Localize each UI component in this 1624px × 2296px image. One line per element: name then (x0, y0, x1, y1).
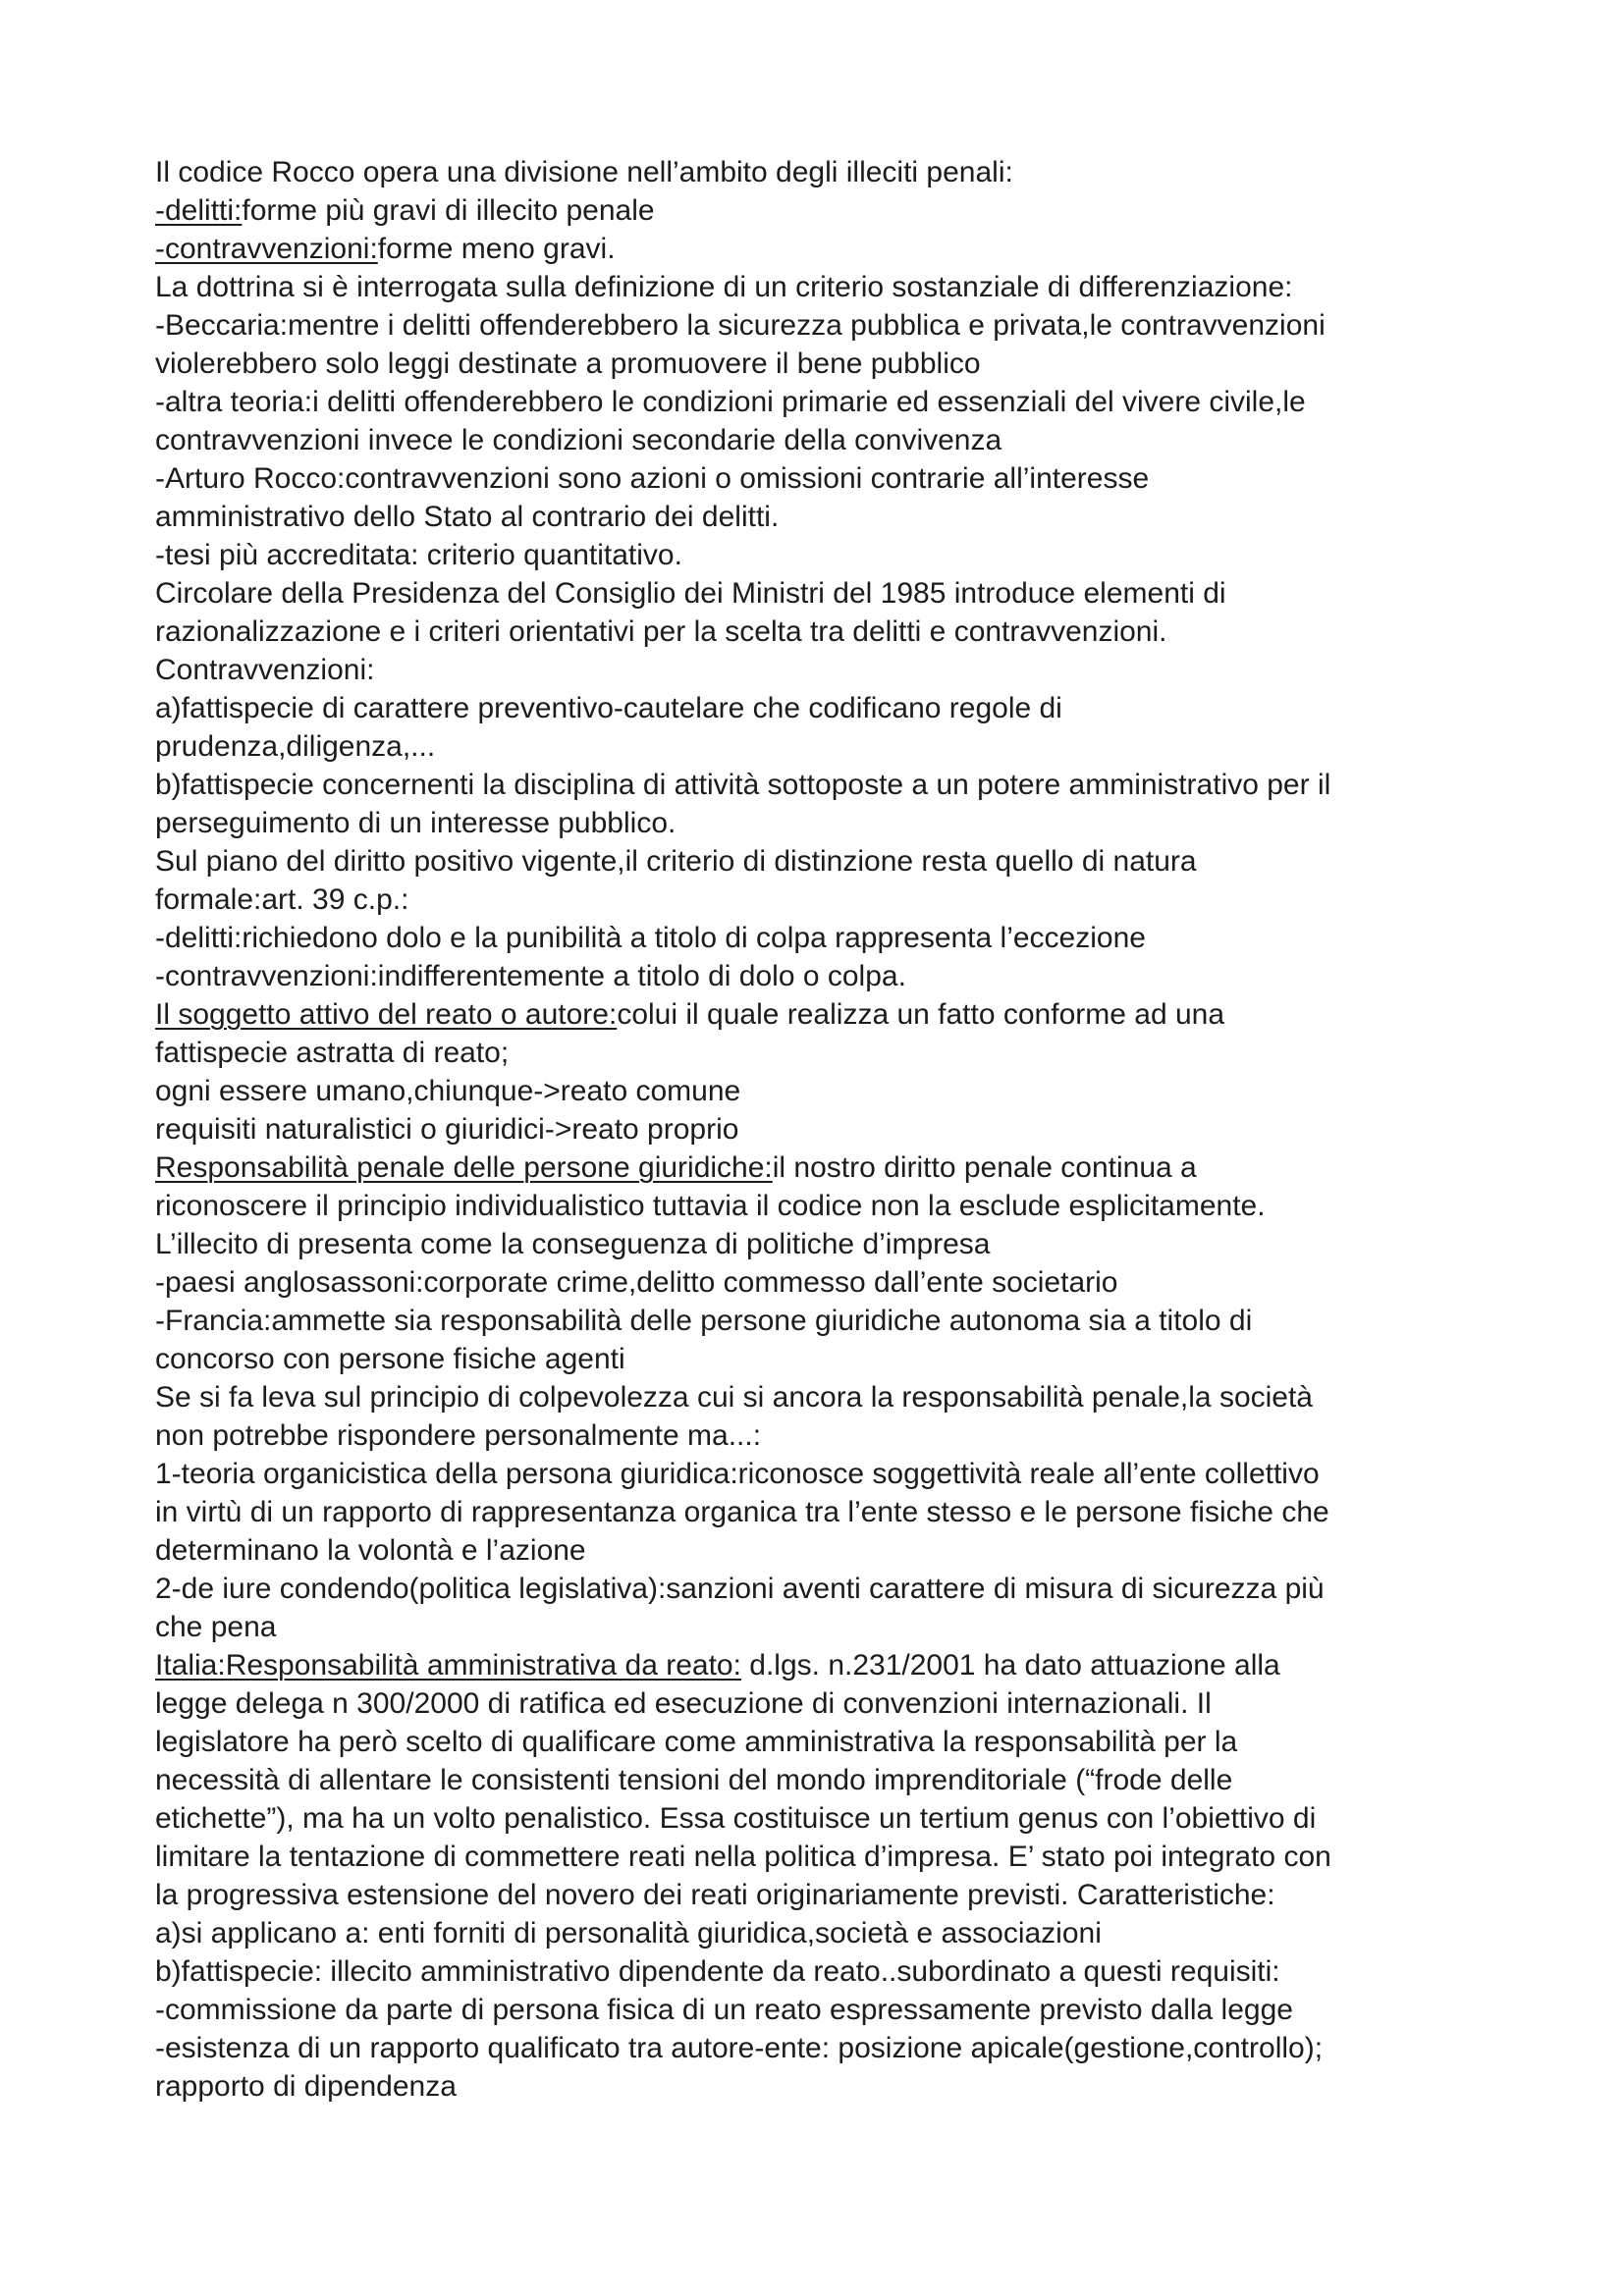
text-line (155, 306, 1490, 345)
underlined-heading: Responsabilità penale delle persone giuridiche: (155, 1151, 773, 1184)
text-line (155, 1187, 1490, 1225)
text-line (155, 1531, 1490, 1570)
text-line (155, 345, 1490, 383)
text-line (155, 766, 1490, 804)
text-line (155, 1378, 1490, 1416)
text-line (155, 1952, 1490, 1991)
text-segment: Sul piano del diritto positivo vigente,il criterio di distinzione resta quello di natura (155, 845, 1197, 878)
text-line (155, 459, 1490, 498)
text-line (155, 1416, 1490, 1455)
underlined-heading: Il soggetto attivo del reato o autore: (155, 998, 618, 1031)
text-line (155, 1340, 1490, 1378)
text-line (155, 919, 1490, 957)
text-segment: forme meno gravi. (377, 233, 616, 265)
text-segment: amministrativo dello Stato al contrario dei delitti. (155, 501, 780, 533)
text-segment: Se si fa leva sul principio di colpevolezza cui si ancora la responsabilità penale,la società (155, 1381, 1313, 1414)
text-line (155, 995, 1490, 1034)
text-segment: necessità di allentare le consistenti tensioni del mondo imprenditoriale (“frode delle (155, 1764, 1233, 1796)
text-segment: b)fattispecie concernenti la disciplina di attività sottoposte a un potere amministrativo per il (155, 769, 1331, 801)
text-segment: concorso con persone fisiche agenti (155, 1343, 625, 1375)
text-line (155, 1455, 1490, 1493)
text-segment: etichette”), ma ha un volto penalistico. Essa costituisce un tertium genus con l’obiettivo di (155, 1802, 1317, 1835)
text-line (155, 1799, 1490, 1838)
text-segment: -Francia:ammette sia responsabilità delle persone giuridiche autonoma sia a titolo di (155, 1305, 1253, 1337)
text-line (155, 2067, 1490, 2106)
text-line (155, 1570, 1490, 1608)
text-segment: rapporto di dipendenza (155, 2070, 457, 2103)
text-line (155, 957, 1490, 995)
text-segment: L’illecito di presenta come la conseguenza di politiche d’impresa (155, 1228, 991, 1260)
text-segment: colui il quale realizza un fatto conforme ad una (617, 998, 1225, 1031)
text-line (155, 727, 1490, 766)
text-segment: ogni essere umano,chiunque->reato comune (155, 1075, 741, 1107)
text-line (155, 1072, 1490, 1110)
text-segment: legge delega n 300/2000 di ratifica ed esecuzione di convenzioni internazionali. Il (155, 1687, 1212, 1720)
text-segment: -paesi anglosassoni:corporate crime,delitto commesso dall’ente societario (155, 1266, 1118, 1299)
underlined-heading: -delitti: (155, 194, 243, 227)
text-segment: La dottrina si è interrogata sulla definizione di un criterio sostanziale di differenziazione: (155, 271, 1293, 303)
text-line (155, 804, 1490, 842)
underlined-heading: Italia:Responsabilità amministrativa da reato: (155, 1649, 741, 1682)
text-line (155, 536, 1490, 574)
text-segment: Contravvenzioni: (155, 654, 375, 686)
text-segment: -commissione da parte di persona fisica di un reato espressamente previsto dalla legge (155, 1994, 1293, 2026)
underlined-heading: -contravvenzioni: (155, 233, 378, 265)
text-line (155, 1876, 1490, 1914)
text-segment: requisiti naturalistici o giuridici->reato proprio (155, 1113, 739, 1146)
text-line (155, 1991, 1490, 2029)
text-line (155, 689, 1490, 727)
text-line (155, 1225, 1490, 1263)
text-line (155, 1034, 1490, 1072)
text-segment: violerebbero solo leggi destinate a promuovere il bene pubblico (155, 347, 981, 380)
text-line (155, 1493, 1490, 1531)
text-segment: -Arturo Rocco:contravvenzioni sono azioni o omissioni contrarie all’interesse (155, 462, 1150, 495)
text-segment: d.lgs. n.231/2001 ha dato attuazione alla (740, 1649, 1280, 1682)
text-segment: 1-teoria organicistica della persona giuridica:riconosce soggettività reale all’ente collettivo (155, 1458, 1320, 1490)
text-segment: Circolare della Presidenza del Consiglio dei Ministri del 1985 introduce elementi di (155, 577, 1226, 610)
text-segment: contravvenzioni invece le condizioni secondarie della convivenza (155, 424, 1002, 456)
text-line (155, 421, 1490, 459)
text-segment: il nostro diritto penale continua a (772, 1151, 1197, 1184)
text-line (155, 191, 1490, 230)
text-line (155, 1723, 1490, 1761)
text-segment: la progressiva estensione del novero dei reati originariamente previsti. Caratteristiche: (155, 1879, 1275, 1911)
text-segment: formale:art. 39 c.p.: (155, 883, 409, 916)
text-segment: fattispecie astratta di reato; (155, 1037, 510, 1069)
text-line (155, 574, 1490, 613)
text-segment: a)si applicano a: enti forniti di personalità giuridica,società e associazioni (155, 1917, 1102, 1949)
text-line (155, 651, 1490, 689)
text-line (155, 1302, 1490, 1340)
text-segment: -contravvenzioni:indifferentemente a titolo di dolo o colpa. (155, 960, 906, 992)
text-line (155, 230, 1490, 268)
text-segment: non potrebbe rispondere personalmente ma...: (155, 1419, 762, 1452)
text-segment: limitare la tentazione di commettere reati nella politica d’impresa. E’ stato poi integrato con (155, 1841, 1331, 1873)
text-segment: razionalizzazione e i criteri orientativi per la scelta tra delitti e contravvenzioni. (155, 615, 1167, 648)
text-line (155, 1914, 1490, 1952)
text-segment: perseguimento di un interesse pubblico. (155, 807, 677, 839)
text-segment: determinano la volontà e l’azione (155, 1534, 586, 1567)
text-line (155, 842, 1490, 881)
text-segment: che pena (155, 1611, 277, 1643)
text-line (155, 613, 1490, 651)
text-segment: -esistenza di un rapporto qualificato tra autore-ente: posizione apicale(gestione,controllo); (155, 2032, 1324, 2064)
text-segment: forme più gravi di illecito penale (242, 194, 655, 227)
text-line (155, 1608, 1490, 1646)
text-line (155, 1148, 1490, 1187)
text-line (155, 498, 1490, 536)
text-segment: Il codice Rocco opera una divisione nell’ambito degli illeciti penali: (155, 156, 1013, 188)
text-line (155, 153, 1490, 191)
text-line (155, 1110, 1490, 1148)
text-line (155, 383, 1490, 421)
text-line (155, 1761, 1490, 1799)
text-line (155, 2029, 1490, 2067)
text-line (155, 1838, 1490, 1876)
text-segment: a)fattispecie di carattere preventivo-cautelare che codificano regole di (155, 692, 1062, 724)
text-segment: in virtù di un rapporto di rappresentanza organica tra l’ente stesso e le persone fisiche che (155, 1496, 1329, 1528)
text-segment: -Beccaria:mentre i delitti offenderebbero la sicurezza pubblica e privata,le contravvenzioni (155, 309, 1326, 342)
text-line (155, 1684, 1490, 1723)
text-segment: -tesi più accreditata: criterio quantitativo. (155, 539, 682, 571)
text-segment: b)fattispecie: illecito amministrativo dipendente da reato..subordinato a questi requisiti: (155, 1955, 1280, 1988)
text-line (155, 268, 1490, 306)
text-segment: 2-de iure condendo(politica legislativa):sanzioni aventi carattere di misura di sicurezza più (155, 1573, 1325, 1605)
text-segment: prudenza,diligenza,... (155, 730, 436, 763)
text-segment: legislatore ha però scelto di qualificare come amministrativa la responsabilità per la (155, 1726, 1238, 1758)
text-line (155, 1263, 1490, 1302)
text-segment: -delitti:richiedono dolo e la punibilità a titolo di colpa rappresenta l’eccezione (155, 922, 1146, 954)
text-line (155, 1646, 1490, 1684)
text-segment: riconoscere il principio individualistico tuttavia il codice non la esclude esplicitamente. (155, 1190, 1266, 1222)
text-line (155, 881, 1490, 919)
text-segment: -altra teoria:i delitti offenderebbero le condizioni primarie ed essenziali del vivere civile,le (155, 386, 1306, 418)
document-page (155, 153, 1490, 2106)
